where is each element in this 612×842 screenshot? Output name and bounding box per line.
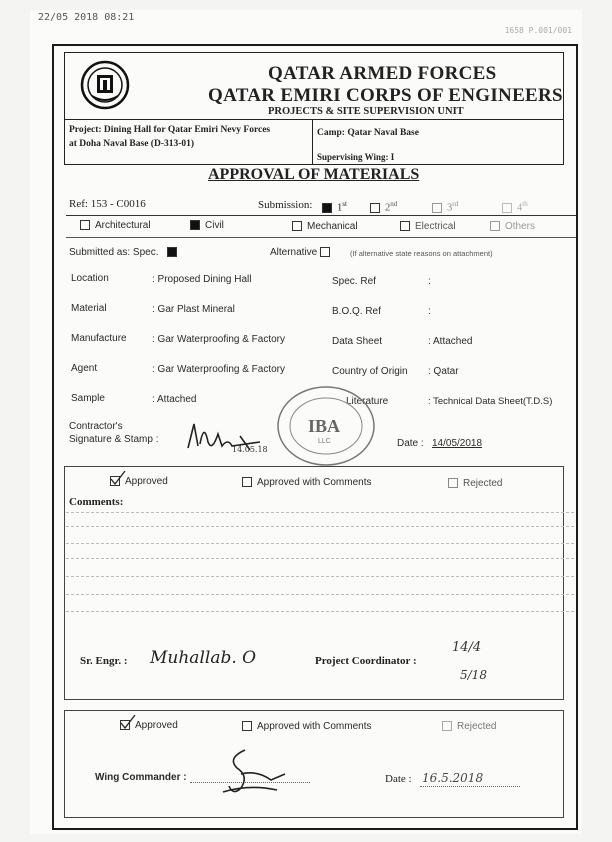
checkbox-icon	[80, 220, 90, 230]
camp-label: Camp: Qatar Naval Base	[317, 128, 419, 138]
svg-text:14.05.18: 14.05.18	[232, 445, 268, 454]
project-name-line1: Project: Dining Hall for Qatar Emiri Nevy Forces	[69, 125, 271, 135]
comments-label: Comments:	[69, 496, 124, 508]
submission-label: Submission:	[258, 199, 313, 211]
comment-line[interactable]	[66, 611, 574, 612]
stamp-text: IBA	[308, 416, 341, 436]
supervising-wing: Supervising Wing: I	[317, 152, 395, 162]
submitted-as-alternative[interactable]: Alternative	[270, 247, 335, 258]
project-name-line2: at Doha Naval Base (D-313-01)	[69, 139, 195, 149]
checkbox-ticked-icon	[120, 720, 130, 730]
submitted-as-spec[interactable]: Submitted as: Spec.	[69, 247, 182, 258]
comment-line[interactable]	[66, 526, 574, 527]
material-value: : Gar Plast Mineral	[152, 304, 235, 315]
agent-label: Agent	[71, 363, 98, 374]
discipline-bottom-rule	[66, 237, 576, 238]
discipline-architectural[interactable]: Architectural	[80, 220, 151, 231]
location-label: Location	[71, 273, 109, 284]
checkbox-checked-icon	[322, 203, 332, 213]
data-sheet-label: Data Sheet	[332, 336, 383, 347]
boq-ref-value: :	[428, 306, 431, 317]
commander-date-label: Date :	[385, 773, 412, 785]
checkbox-icon	[432, 203, 442, 213]
checkbox-icon	[320, 247, 330, 257]
project-divider	[312, 119, 313, 165]
manufacture-label: Manufacture	[71, 333, 127, 344]
review-box-engineer	[64, 466, 564, 700]
sr-engr-signature: Muhallab. O	[150, 648, 257, 668]
comment-line[interactable]	[66, 512, 574, 513]
location-value: : Proposed Dining Hall	[152, 274, 252, 285]
date-label: Date :	[397, 438, 424, 449]
checkbox-icon	[502, 203, 512, 213]
comment-line[interactable]	[66, 558, 574, 559]
checkbox-icon	[400, 221, 410, 231]
contractor-label-line2: Signature & Stamp :	[69, 434, 159, 445]
commander-date-line	[420, 786, 520, 787]
contractor-label-line1: Contractor's	[69, 421, 123, 432]
review2-approved-with-comments[interactable]: Approved with Comments	[242, 721, 372, 732]
date-value: 14/05/2018	[432, 438, 483, 449]
manufacture-value: : Gar Waterproofing & Factory	[152, 334, 286, 345]
checkbox-icon	[370, 203, 380, 213]
spec-ref-value: :	[428, 276, 431, 287]
spec-ref-label: Spec. Ref	[332, 276, 376, 287]
submission-2nd[interactable]: 2nd	[370, 200, 397, 214]
emblem-logo	[80, 60, 130, 110]
literature-label: Literature	[346, 396, 389, 407]
title-corps: QATAR EMIRI CORPS OF ENGINEERS	[208, 85, 563, 106]
stamp-subtext: LLC	[318, 438, 331, 445]
review1-rejected[interactable]: Rejected	[448, 478, 502, 489]
wing-commander-label: Wing Commander :	[95, 772, 187, 783]
project-coordinator-label: Project Coordinator :	[315, 655, 417, 667]
discipline-top-rule	[66, 215, 576, 216]
review1-approved-with-comments[interactable]: Approved with Comments	[242, 477, 372, 488]
comment-line[interactable]	[66, 543, 574, 544]
origin-label: Country of Origin	[332, 366, 408, 377]
discipline-civil[interactable]: Civil	[190, 220, 224, 231]
alternative-note: (If alternative state reasons on attachment)	[350, 249, 493, 258]
agent-value: : Gar Waterproofing & Factory	[152, 364, 286, 375]
comment-line[interactable]	[66, 594, 574, 595]
submission-4th[interactable]: 4th	[502, 200, 528, 214]
wing-commander-signature	[215, 744, 295, 798]
fax-page-code: 1658 P.001/001	[504, 26, 572, 35]
review1-approved[interactable]: Approved	[110, 476, 168, 487]
submission-3rd[interactable]: 3rd	[432, 200, 458, 214]
checkbox-icon	[242, 477, 252, 487]
sample-value: : Attached	[152, 394, 197, 405]
discipline-mechanical[interactable]: Mechanical	[292, 221, 358, 232]
fax-timestamp: 22/05 2018 08:21	[38, 12, 135, 23]
title-armed-forces: QATAR ARMED FORCES	[268, 63, 497, 84]
review2-rejected[interactable]: Rejected	[442, 721, 496, 732]
checkbox-icon	[242, 721, 252, 731]
origin-value: : Qatar	[428, 366, 459, 377]
data-sheet-value: : Attached	[428, 336, 473, 347]
discipline-others[interactable]: Others	[490, 221, 535, 232]
sr-engr-label: Sr. Engr. :	[80, 655, 128, 667]
checkbox-checked-icon	[190, 220, 200, 230]
coordinator-date-top: 14/4	[452, 640, 482, 655]
coordinator-date-bottom: 5/18	[460, 668, 487, 682]
discipline-electrical[interactable]: Electrical	[400, 221, 456, 232]
checkbox-icon	[442, 721, 452, 731]
sample-label: Sample	[71, 393, 105, 404]
submission-1st[interactable]: 1st	[322, 200, 347, 214]
subtitle-unit: PROJECTS & SITE SUPERVISION UNIT	[268, 106, 464, 117]
checkbox-icon	[292, 221, 302, 231]
checkbox-ticked-icon	[110, 476, 120, 486]
boq-ref-label: B.O.Q. Ref	[332, 306, 381, 317]
checkbox-icon	[490, 221, 500, 231]
checkbox-checked-icon	[167, 247, 177, 257]
literature-value: : Technical Data Sheet(T.D.S)	[428, 396, 553, 407]
reference-number: Ref: 153 - C0016	[69, 198, 146, 210]
comment-line[interactable]	[66, 576, 574, 577]
form-title: APPROVAL OF MATERIALS	[208, 166, 420, 183]
checkbox-icon	[448, 478, 458, 488]
commander-date-value: 16.5.2018	[422, 771, 484, 785]
material-label: Material	[71, 303, 107, 314]
review2-approved[interactable]: Approved	[120, 720, 178, 731]
